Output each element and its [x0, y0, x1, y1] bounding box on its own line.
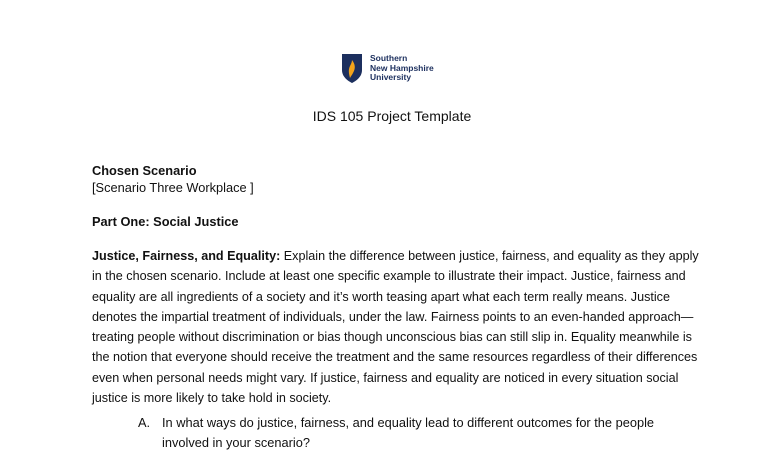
- list-marker: A.: [138, 415, 151, 430]
- list-item-text: In what ways do justice, fairness, and equality lead to different outcomes for the people involved in your scenario?: [162, 415, 655, 450]
- part-one-heading: Part One: Social Justice: [92, 214, 239, 229]
- logo-line-2: New Hampshire: [370, 62, 434, 73]
- list-item-a: [138, 413, 658, 453]
- chosen-scenario-heading: Chosen Scenario: [92, 163, 197, 178]
- snhu-shield-icon: [340, 52, 364, 84]
- justice-paragraph: [92, 246, 704, 408]
- paragraph-heading: Justice, Fairness, and Equality:: [92, 249, 281, 263]
- paragraph-body: Explain the difference between justice, fairness, and equality as they apply in the chosen scenario. Include at least one specific example to illustrate their impact. Justice, fairness and equality are all ingredients of a society and it’s worth teasing apart what each term really means. Justice denotes the impartial treatment of individuals, under the law. Fairness points to an even-handed approach—treating people without discrimination or bias though unconscious bias can still slip in. Equality meanwhile is the notion that everyone should receive the treatment and the same resources regardless of their differences even when personal needs might vary. If justice, fairness and equality are noticed in every situation social justice is more likely to take hold in society.: [92, 249, 699, 406]
- logo-wordmark: [370, 54, 434, 83]
- logo-line-1: Southern: [370, 53, 408, 63]
- chosen-scenario-value: [Scenario Three Workplace ]: [92, 180, 254, 195]
- university-logo: [340, 52, 434, 84]
- document-title: IDS 105 Project Template: [312, 108, 472, 124]
- logo-line-3: University: [370, 72, 412, 82]
